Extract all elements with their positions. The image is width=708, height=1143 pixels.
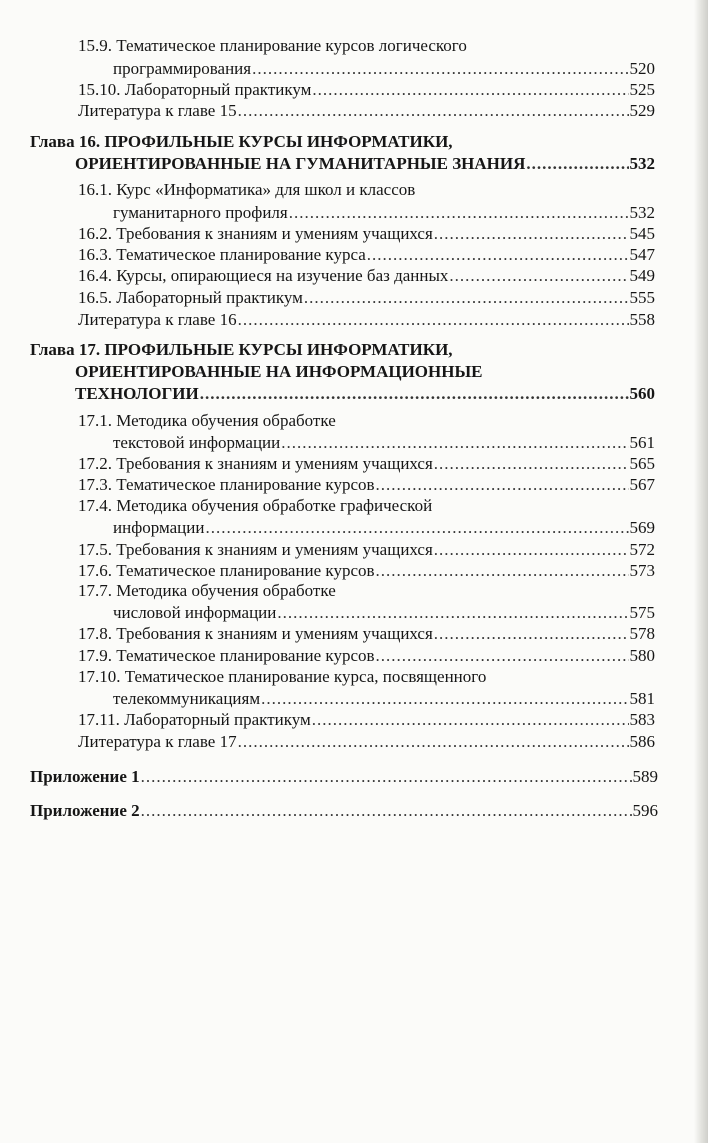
leader-dots	[449, 265, 628, 287]
leader-dots	[261, 688, 628, 710]
toc-chapter-17-line1: Глава 17. ПРОФИЛЬНЫЕ КУРСЫ ИНФОРМАТИКИ,	[30, 340, 453, 359]
toc-entry-17-1[interactable]	[113, 432, 655, 454]
toc-page-number: 596	[632, 801, 658, 820]
leader-dots	[200, 383, 629, 405]
toc-entry-17-3[interactable]	[78, 474, 655, 496]
leader-dots	[277, 602, 628, 624]
toc-page-number: 575	[629, 603, 655, 622]
toc-entry-16-1[interactable]	[113, 202, 655, 224]
leader-dots	[376, 474, 629, 496]
toc-entry-title: 16.2. Требования к знаниям и умениям учащихся	[78, 224, 433, 243]
toc-entry-17-10-line1: 17.10. Тематическое планирование курса, посвященного	[78, 667, 487, 686]
toc-entry-17-10[interactable]	[113, 688, 655, 710]
toc-entry-title: текстовой информации	[113, 433, 281, 452]
page-edge-shadow	[694, 0, 708, 1143]
toc-page-number: 583	[629, 710, 655, 729]
leader-dots	[376, 560, 629, 582]
toc-page-number: 545	[629, 224, 655, 243]
toc-entry-15-10[interactable]	[78, 79, 655, 101]
toc-entry-title: программирования	[113, 59, 252, 78]
toc-page-number: 589	[632, 767, 658, 786]
toc-entry-17-6[interactable]	[78, 560, 655, 582]
leader-dots	[376, 645, 629, 667]
toc-entry-17-11[interactable]	[78, 709, 655, 731]
toc-entry-title: гуманитарного профиля	[113, 203, 288, 222]
toc-entry-17-2[interactable]	[78, 453, 655, 475]
toc-entry-title: телекоммуникациям	[113, 689, 261, 708]
toc-page-number: 561	[629, 433, 655, 452]
toc-page-number: 586	[629, 732, 655, 751]
leader-dots	[238, 309, 629, 331]
toc-page-number: 532	[629, 154, 655, 173]
leader-dots	[252, 58, 628, 80]
toc-entry-title: 16.4. Курсы, опирающиеся на изучение баз данных	[78, 266, 449, 285]
leader-dots	[281, 432, 628, 454]
toc-appendix-1[interactable]	[30, 766, 658, 788]
toc-page-number: 520	[629, 59, 655, 78]
leader-dots	[141, 766, 632, 788]
toc-entry-title: 17.9. Тематическое планирование курсов	[78, 646, 375, 665]
toc-page-number: 532	[629, 203, 655, 222]
toc-entry-title: 15.10. Лабораторный практикум	[78, 80, 312, 99]
leader-dots	[304, 287, 629, 309]
leader-dots	[238, 100, 629, 122]
leader-dots	[205, 517, 628, 539]
leader-dots	[289, 202, 629, 224]
toc-entry-title: 17.5. Требования к знаниям и умениям учащихся	[78, 540, 433, 559]
leader-dots	[434, 453, 629, 475]
toc-entry-15-9-line1: 15.9. Тематическое планирование курсов логического	[78, 36, 467, 55]
leader-dots	[312, 79, 628, 101]
toc-page-number: 547	[629, 245, 655, 264]
toc-page-number: 567	[629, 475, 655, 494]
toc-entry-lit-17[interactable]	[78, 731, 655, 753]
toc-page-number: 578	[629, 624, 655, 643]
toc-entry-16-1-line1: 16.1. Курс «Информатика» для школ и классов	[78, 180, 416, 199]
toc-page-number: 580	[629, 646, 655, 665]
toc-page-number: 581	[629, 689, 655, 708]
toc-entry-16-3[interactable]	[78, 244, 655, 266]
toc-chapter-16-line1: Глава 16. ПРОФИЛЬНЫЕ КУРСЫ ИНФОРМАТИКИ,	[30, 132, 453, 151]
toc-page-number: 558	[629, 310, 655, 329]
toc-entry-title: Приложение 2	[30, 801, 140, 820]
leader-dots	[526, 153, 628, 175]
toc-entry-title: Приложение 1	[30, 767, 140, 786]
toc-page-number: 573	[629, 561, 655, 580]
toc-entry-title: 16.3. Тематическое планирование курса	[78, 245, 366, 264]
leader-dots	[141, 800, 632, 822]
toc-entry-17-7[interactable]	[113, 602, 655, 624]
toc-page-number: 572	[629, 540, 655, 559]
leader-dots	[434, 539, 629, 561]
toc-chapter-17[interactable]	[75, 383, 655, 405]
toc-entry-17-4[interactable]	[113, 517, 655, 539]
toc-entry-17-8[interactable]	[78, 623, 655, 645]
toc-entry-15-9[interactable]	[113, 58, 655, 80]
toc-entry-title: 17.11. Лабораторный практикум	[78, 710, 311, 729]
toc-entry-17-7-line1: 17.7. Методика обучения обработке	[78, 581, 336, 600]
toc-page-number: 565	[629, 454, 655, 473]
toc-entry-lit-15[interactable]	[78, 100, 655, 122]
toc-page-number: 529	[629, 101, 655, 120]
toc-chapter-16[interactable]	[75, 153, 655, 175]
toc-entry-17-1-line1: 17.1. Методика обучения обработке	[78, 411, 336, 430]
toc-entry-title: ТЕХНОЛОГИИ	[75, 384, 199, 403]
toc-entry-title: Литература к главе 16	[78, 310, 237, 329]
toc-chapter-17-line2: ОРИЕНТИРОВАННЫЕ НА ИНФОРМАЦИОННЫЕ	[75, 362, 483, 381]
toc-entry-title: 16.5. Лабораторный практикум	[78, 288, 303, 307]
toc-entry-16-5[interactable]	[78, 287, 655, 309]
toc-entry-17-9[interactable]	[78, 645, 655, 667]
toc-page-number: 560	[629, 384, 655, 403]
toc-entry-17-4-line1: 17.4. Методика обучения обработке графической	[78, 496, 433, 515]
toc-entry-title: числовой информации	[113, 603, 277, 622]
toc-entry-title: 17.6. Тематическое планирование курсов	[78, 561, 375, 580]
leader-dots	[238, 731, 629, 753]
toc-page-number: 525	[629, 80, 655, 99]
toc-entry-title: ОРИЕНТИРОВАННЫЕ НА ГУМАНИТАРНЫЕ ЗНАНИЯ	[75, 154, 526, 173]
toc-entry-title: Литература к главе 15	[78, 101, 237, 120]
toc-page-number: 569	[629, 518, 655, 537]
toc-page-number: 549	[629, 266, 655, 285]
toc-entry-16-4[interactable]	[78, 265, 655, 287]
toc-page-number: 555	[629, 288, 655, 307]
toc-entry-lit-16[interactable]	[78, 309, 655, 331]
toc-entry-title: Литература к главе 17	[78, 732, 237, 751]
leader-dots	[367, 244, 629, 266]
toc-entry-title: 17.8. Требования к знаниям и умениям учащихся	[78, 624, 433, 643]
leader-dots	[434, 223, 629, 245]
toc-entry-title: 17.2. Требования к знаниям и умениям учащихся	[78, 454, 433, 473]
toc-entry-title: 17.3. Тематическое планирование курсов	[78, 475, 375, 494]
leader-dots	[434, 623, 629, 645]
toc-entry-title: информации	[113, 518, 205, 537]
toc-entry-17-5[interactable]	[78, 539, 655, 561]
toc-appendix-2[interactable]	[30, 800, 658, 822]
leader-dots	[312, 709, 629, 731]
toc-entry-16-2[interactable]	[78, 223, 655, 245]
